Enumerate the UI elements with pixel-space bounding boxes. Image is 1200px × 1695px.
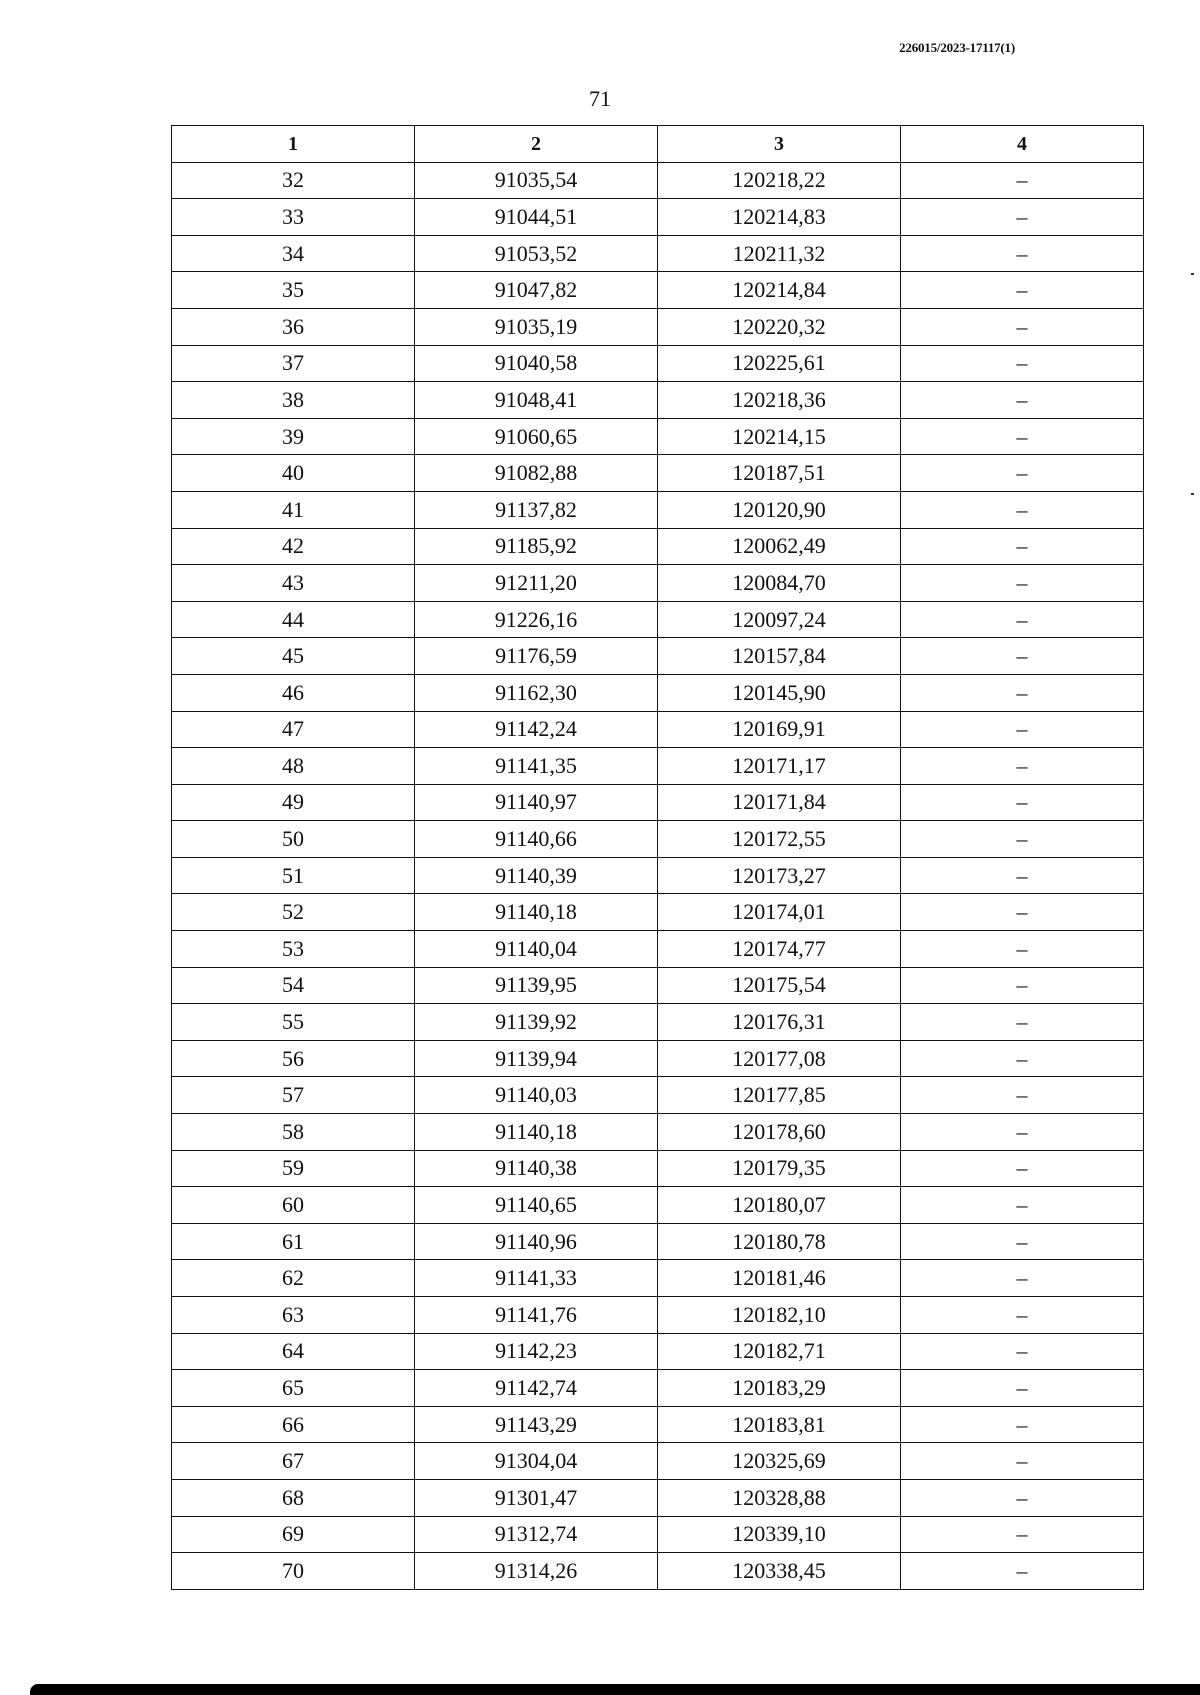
cell-x-coordinate: 91035,54 <box>415 162 658 199</box>
cell-point-number: 53 <box>172 931 415 968</box>
cell-y-coordinate: 120338,45 <box>658 1553 901 1590</box>
cell-note: – <box>901 967 1144 1004</box>
cell-x-coordinate: 91141,35 <box>415 748 658 785</box>
cell-x-coordinate: 91141,33 <box>415 1260 658 1297</box>
table-row <box>172 1553 1144 1590</box>
cell-point-number: 39 <box>172 418 415 455</box>
cell-y-coordinate: 120174,77 <box>658 931 901 968</box>
cell-note: – <box>901 272 1144 309</box>
cell-y-coordinate: 120180,07 <box>658 1187 901 1224</box>
cell-x-coordinate: 91140,65 <box>415 1187 658 1224</box>
table-row <box>172 1223 1144 1260</box>
cell-point-number: 57 <box>172 1077 415 1114</box>
cell-point-number: 70 <box>172 1553 415 1590</box>
cell-point-number: 69 <box>172 1516 415 1553</box>
cell-y-coordinate: 120182,10 <box>658 1297 901 1334</box>
cell-y-coordinate: 120328,88 <box>658 1479 901 1516</box>
cell-note: – <box>901 1004 1144 1041</box>
cell-x-coordinate: 91142,23 <box>415 1333 658 1370</box>
cell-point-number: 56 <box>172 1040 415 1077</box>
cell-y-coordinate: 120175,54 <box>658 967 901 1004</box>
cell-x-coordinate: 91301,47 <box>415 1479 658 1516</box>
cell-note: – <box>901 345 1144 382</box>
cell-note: – <box>901 857 1144 894</box>
cell-point-number: 42 <box>172 528 415 565</box>
table-header <box>172 126 1144 163</box>
table-row <box>172 1187 1144 1224</box>
cell-point-number: 62 <box>172 1260 415 1297</box>
cell-note: – <box>901 1297 1144 1334</box>
table-row <box>172 1260 1144 1297</box>
table-row <box>172 528 1144 565</box>
column-header-1: 1 <box>172 126 415 163</box>
cell-note: – <box>901 711 1144 748</box>
cell-point-number: 46 <box>172 674 415 711</box>
cell-note: – <box>901 1370 1144 1407</box>
table-row <box>172 674 1144 711</box>
cell-point-number: 51 <box>172 857 415 894</box>
cell-point-number: 45 <box>172 638 415 675</box>
table-row <box>172 1004 1144 1041</box>
cell-note: – <box>901 1040 1144 1077</box>
cell-point-number: 67 <box>172 1443 415 1480</box>
cell-point-number: 44 <box>172 601 415 638</box>
cell-note: – <box>901 528 1144 565</box>
cell-point-number: 55 <box>172 1004 415 1041</box>
cell-y-coordinate: 120097,24 <box>658 601 901 638</box>
cell-y-coordinate: 120157,84 <box>658 638 901 675</box>
table-row <box>172 455 1144 492</box>
scan-mark <box>1191 273 1194 275</box>
cell-note: – <box>901 491 1144 528</box>
cell-y-coordinate: 120181,46 <box>658 1260 901 1297</box>
cell-point-number: 52 <box>172 894 415 931</box>
table-row <box>172 1479 1144 1516</box>
cell-y-coordinate: 120180,78 <box>658 1223 901 1260</box>
cell-note: – <box>901 455 1144 492</box>
cell-note: – <box>901 1479 1144 1516</box>
cell-point-number: 38 <box>172 382 415 419</box>
cell-note: – <box>901 931 1144 968</box>
table-row <box>172 382 1144 419</box>
cell-y-coordinate: 120339,10 <box>658 1516 901 1553</box>
cell-note: – <box>901 565 1144 602</box>
table-row <box>172 748 1144 785</box>
cell-point-number: 35 <box>172 272 415 309</box>
cell-point-number: 47 <box>172 711 415 748</box>
cell-y-coordinate: 120218,36 <box>658 382 901 419</box>
table-row <box>172 1114 1144 1151</box>
table-row <box>172 418 1144 455</box>
table-row <box>172 1077 1144 1114</box>
cell-x-coordinate: 91137,82 <box>415 491 658 528</box>
column-header-3: 3 <box>658 126 901 163</box>
cell-y-coordinate: 120220,32 <box>658 308 901 345</box>
cell-x-coordinate: 91140,39 <box>415 857 658 894</box>
coordinates-table-container <box>171 125 1144 1590</box>
cell-x-coordinate: 91140,96 <box>415 1223 658 1260</box>
table-body <box>172 162 1144 1589</box>
table-row <box>172 1333 1144 1370</box>
column-header-2: 2 <box>415 126 658 163</box>
cell-x-coordinate: 91139,92 <box>415 1004 658 1041</box>
cell-x-coordinate: 91044,51 <box>415 199 658 236</box>
cell-y-coordinate: 120169,91 <box>658 711 901 748</box>
cell-note: – <box>901 821 1144 858</box>
cell-y-coordinate: 120218,22 <box>658 162 901 199</box>
cell-y-coordinate: 120214,83 <box>658 199 901 236</box>
cell-y-coordinate: 120183,81 <box>658 1406 901 1443</box>
cell-point-number: 66 <box>172 1406 415 1443</box>
cell-x-coordinate: 91226,16 <box>415 601 658 638</box>
cell-point-number: 37 <box>172 345 415 382</box>
cell-x-coordinate: 91140,04 <box>415 931 658 968</box>
cell-point-number: 32 <box>172 162 415 199</box>
cell-note: – <box>901 1333 1144 1370</box>
cell-y-coordinate: 120145,90 <box>658 674 901 711</box>
cell-note: – <box>901 1443 1144 1480</box>
table-row <box>172 601 1144 638</box>
cell-note: – <box>901 308 1144 345</box>
cell-x-coordinate: 91162,30 <box>415 674 658 711</box>
table-row <box>172 272 1144 309</box>
table-row <box>172 967 1144 1004</box>
cell-x-coordinate: 91140,66 <box>415 821 658 858</box>
cell-note: – <box>901 1223 1144 1260</box>
cell-note: – <box>901 382 1144 419</box>
cell-x-coordinate: 91140,38 <box>415 1150 658 1187</box>
cell-point-number: 65 <box>172 1370 415 1407</box>
cell-y-coordinate: 120177,08 <box>658 1040 901 1077</box>
cell-x-coordinate: 91047,82 <box>415 272 658 309</box>
cell-x-coordinate: 91139,94 <box>415 1040 658 1077</box>
cell-note: – <box>901 784 1144 821</box>
cell-point-number: 49 <box>172 784 415 821</box>
cell-x-coordinate: 91211,20 <box>415 565 658 602</box>
table-row <box>172 1406 1144 1443</box>
scan-edge-bar <box>30 1684 1200 1695</box>
cell-note: – <box>901 1077 1144 1114</box>
cell-y-coordinate: 120183,29 <box>658 1370 901 1407</box>
cell-point-number: 59 <box>172 1150 415 1187</box>
scan-mark <box>1191 493 1194 495</box>
cell-x-coordinate: 91185,92 <box>415 528 658 565</box>
cell-x-coordinate: 91140,18 <box>415 894 658 931</box>
table-row <box>172 308 1144 345</box>
cell-x-coordinate: 91048,41 <box>415 382 658 419</box>
cell-x-coordinate: 91142,74 <box>415 1370 658 1407</box>
cell-y-coordinate: 120325,69 <box>658 1443 901 1480</box>
cell-point-number: 48 <box>172 748 415 785</box>
cell-y-coordinate: 120173,27 <box>658 857 901 894</box>
cell-x-coordinate: 91140,18 <box>415 1114 658 1151</box>
table-row <box>172 1516 1144 1553</box>
cell-note: – <box>901 674 1144 711</box>
cell-y-coordinate: 120179,35 <box>658 1150 901 1187</box>
cell-point-number: 33 <box>172 199 415 236</box>
cell-x-coordinate: 91139,95 <box>415 967 658 1004</box>
table-row <box>172 821 1144 858</box>
cell-x-coordinate: 91141,76 <box>415 1297 658 1334</box>
cell-y-coordinate: 120176,31 <box>658 1004 901 1041</box>
cell-note: – <box>901 1114 1144 1151</box>
cell-point-number: 43 <box>172 565 415 602</box>
table-row <box>172 894 1144 931</box>
cell-x-coordinate: 91035,19 <box>415 308 658 345</box>
cell-x-coordinate: 91143,29 <box>415 1406 658 1443</box>
cell-point-number: 68 <box>172 1479 415 1516</box>
cell-note: – <box>901 418 1144 455</box>
cell-y-coordinate: 120171,17 <box>658 748 901 785</box>
table-row <box>172 235 1144 272</box>
cell-note: – <box>901 162 1144 199</box>
cell-x-coordinate: 91312,74 <box>415 1516 658 1553</box>
cell-x-coordinate: 91040,58 <box>415 345 658 382</box>
cell-point-number: 41 <box>172 491 415 528</box>
table-row <box>172 1297 1144 1334</box>
cell-note: – <box>901 601 1144 638</box>
cell-point-number: 61 <box>172 1223 415 1260</box>
cell-x-coordinate: 91140,03 <box>415 1077 658 1114</box>
cell-y-coordinate: 120187,51 <box>658 455 901 492</box>
table-row <box>172 1040 1144 1077</box>
table-row <box>172 1150 1144 1187</box>
cell-note: – <box>901 1406 1144 1443</box>
table-row <box>172 491 1144 528</box>
coordinates-table <box>171 125 1144 1590</box>
cell-x-coordinate: 91060,65 <box>415 418 658 455</box>
cell-point-number: 50 <box>172 821 415 858</box>
cell-y-coordinate: 120084,70 <box>658 565 901 602</box>
cell-y-coordinate: 120174,01 <box>658 894 901 931</box>
table-row <box>172 857 1144 894</box>
cell-point-number: 40 <box>172 455 415 492</box>
cell-x-coordinate: 91142,24 <box>415 711 658 748</box>
cell-note: – <box>901 199 1144 236</box>
cell-x-coordinate: 91082,88 <box>415 455 658 492</box>
table-row <box>172 711 1144 748</box>
cell-y-coordinate: 120178,60 <box>658 1114 901 1151</box>
cell-y-coordinate: 120182,71 <box>658 1333 901 1370</box>
cell-y-coordinate: 120225,61 <box>658 345 901 382</box>
cell-note: – <box>901 1187 1144 1224</box>
cell-x-coordinate: 91176,59 <box>415 638 658 675</box>
document-id: 226015/2023-17117(1) <box>899 40 1015 55</box>
cell-point-number: 60 <box>172 1187 415 1224</box>
cell-point-number: 58 <box>172 1114 415 1151</box>
cell-x-coordinate: 91053,52 <box>415 235 658 272</box>
cell-x-coordinate: 91304,04 <box>415 1443 658 1480</box>
page-number: 71 <box>589 86 611 111</box>
table-row <box>172 1443 1144 1480</box>
table-header-row <box>172 126 1144 163</box>
cell-note: – <box>901 235 1144 272</box>
cell-y-coordinate: 120120,90 <box>658 491 901 528</box>
table-row <box>172 638 1144 675</box>
table-row <box>172 199 1144 236</box>
column-header-4: 4 <box>901 126 1144 163</box>
cell-y-coordinate: 120172,55 <box>658 821 901 858</box>
cell-y-coordinate: 120177,85 <box>658 1077 901 1114</box>
cell-point-number: 34 <box>172 235 415 272</box>
cell-y-coordinate: 120211,32 <box>658 235 901 272</box>
cell-note: – <box>901 894 1144 931</box>
cell-y-coordinate: 120062,49 <box>658 528 901 565</box>
cell-y-coordinate: 120171,84 <box>658 784 901 821</box>
table-row <box>172 345 1144 382</box>
cell-point-number: 36 <box>172 308 415 345</box>
table-row <box>172 931 1144 968</box>
cell-note: – <box>901 748 1144 785</box>
table-row <box>172 162 1144 199</box>
cell-note: – <box>901 1150 1144 1187</box>
table-row <box>172 565 1144 602</box>
cell-note: – <box>901 1260 1144 1297</box>
cell-note: – <box>901 638 1144 675</box>
cell-point-number: 64 <box>172 1333 415 1370</box>
cell-note: – <box>901 1516 1144 1553</box>
cell-x-coordinate: 91314,26 <box>415 1553 658 1590</box>
table-row <box>172 784 1144 821</box>
cell-point-number: 63 <box>172 1297 415 1334</box>
cell-x-coordinate: 91140,97 <box>415 784 658 821</box>
cell-y-coordinate: 120214,15 <box>658 418 901 455</box>
table-row <box>172 1370 1144 1407</box>
cell-y-coordinate: 120214,84 <box>658 272 901 309</box>
cell-point-number: 54 <box>172 967 415 1004</box>
cell-note: – <box>901 1553 1144 1590</box>
